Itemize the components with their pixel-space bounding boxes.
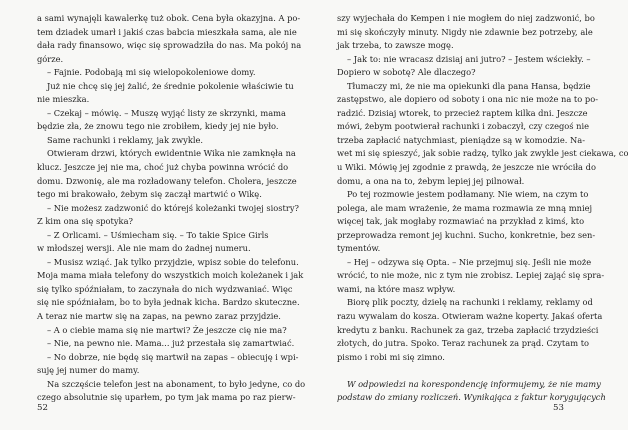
text-line: – Jak to: nie wracasz dzisiaj ani jutro? – Jestem wściekły. –	[347, 53, 591, 64]
text-line: u Wiki. Mówię jej zgodnie z prawdą, że jeszcze nie wróciła do	[337, 162, 596, 173]
text-line: Po tej rozmowie jestem podłamany. Nie wiem, na czym to	[347, 189, 589, 200]
text-line: wrócić, to nie może, nic z tym nie zrobisz. Lepiej zająć się spra-	[337, 270, 605, 281]
text-line: suję jej numer do mamy.	[37, 365, 140, 376]
text-line: trzeba zapłacić natychmiast, pieniądze są w komodzie. Na-	[337, 134, 586, 145]
text-line: razu wywalam do kosza. Otwieram ważne koperty. Jakaś oferta	[337, 311, 603, 322]
text-line: domu, a ona na to, żebym lepiej jej pilnował.	[337, 175, 525, 186]
left-page-text	[37, 12, 306, 405]
text-line: – Fajnie. Podobają mi się wielopokoleniowe domy.	[47, 67, 256, 78]
text-line: – Musisz wziąć. Jak tylko przyjdzie, wpisz sobie do telefonu.	[47, 256, 299, 267]
text-line: nie mieszka.	[37, 94, 90, 105]
text-line: mówi, żebym pootwierał rachunki i zobaczył, czy czegoś nie	[337, 121, 590, 132]
text-line: Otwieram drzwi, których ewidentnie Wika nie zamknęła na	[47, 148, 296, 159]
text-line: Dopiero w sobotę? Ale dlaczego?	[337, 67, 476, 78]
text-line: – Nie, na pewno nie. Mama... już przestała się zamartwiać.	[47, 338, 295, 349]
text-line: podstaw do zmiany rozliczeń. Wynikająca z faktur korygujących	[337, 392, 606, 403]
text-line: Na szczęście telefon jest na abonament, to było jedyne, co do	[47, 378, 306, 389]
text-line: więcej tak, jak mogłaby rozmawiać na przykład z kimś, kto	[337, 216, 585, 227]
text-line: Biorę plik poczty, dzielę na rachunki i reklamy, reklamy od	[347, 297, 593, 308]
text-line: a sami wynajęli kawalerkę tuż obok. Cena była okazyjna. A po-	[37, 13, 301, 23]
text-line: – A o ciebie mama się nie martwi? Że jeszcze cię nie ma?	[47, 324, 287, 335]
text-line: – Czekaj – mówię. – Muszę wyjąć listy ze skrzynki, mama	[47, 107, 286, 118]
text-line: czego absolutnie się uparłem, po tym jak mama po raz pierw-	[37, 392, 296, 403]
text-line: A teraz nie martw się na zapas, na pewno zaraz przyjdzie.	[37, 311, 281, 322]
text-line: się tylko spóźniałam, to zaczynała do nich wydzwaniać. Więc	[37, 283, 293, 294]
right-page-number: 53	[553, 403, 564, 413]
text-line: górze.	[37, 53, 64, 64]
text-line: Już nie chcę się jej żalić, że średnie pokolenie właściwie tu	[47, 80, 294, 91]
text-line: tem dziadek umarł i jakiś czas babcia mieszkała sama, ale nie	[37, 26, 297, 37]
text-line: Tłumaczy mi, że nie ma opiekunki dla pana Hansa, będzie	[347, 80, 591, 91]
text-line: polega, ale mam wrażenie, że mama rozmawia ze mną mniej	[337, 202, 593, 213]
text-line	[337, 364, 563, 378]
right-page	[337, 12, 628, 405]
text-line: jak trzeba, to zawsze mogę.	[337, 40, 454, 51]
text-line: złotych, do jutra. Spoko. Teraz rachunek za prąd. Czytam to	[337, 338, 590, 349]
text-line: – Nie możesz zadzwonić do którejś koleżanki twojej siostry?	[47, 202, 299, 213]
text-line: wet mi się spieszyć, jak sobie radzę, tylko jak zwykle jest ciekawa, co	[337, 148, 628, 159]
text-line: domu. Dzwonię, ale ma rozładowany telefon. Cholera, jeszcze	[37, 175, 297, 186]
text-line: – Z Orlicami. – Uśmiecham się. – To takie Spice Girls	[47, 229, 269, 240]
left-page-number: 52	[37, 403, 48, 413]
text-line: klucz. Jeszcze jej nie ma, choć już chyba powinna wrócić do	[37, 162, 289, 173]
text-line: tego mi brakowało, żebym się zaczął martwić o Wikę.	[37, 189, 262, 200]
text-line: pismo i robi mi się zimno.	[337, 351, 445, 362]
text-line: Moja mama miała telefony do wszystkich moich koleżanek i jak	[37, 270, 304, 281]
text-line: – Hej – odzywa się Opta. – Nie przejmuj się. Jeśli nie może	[347, 256, 592, 267]
text-line: – No dobrze, nie będę się martwił na zapas – obiecuję i wpi-	[47, 351, 299, 362]
text-line: mi się skończyły minuty. Nigdy nie zdawnie bez potrzeby, ale	[337, 26, 593, 37]
text-line: kredytu z banku. Rachunek za gaz, trzeba zapłacić trzydzieści	[337, 324, 599, 335]
text-line: wami, na które masz wpływ.	[337, 283, 456, 294]
text-line: W odpowiedzi na korespondencję informujemy, że nie mamy	[347, 378, 601, 389]
text-line: przeprowadza remont jej kuchni. Sucho, konkretnie, bez sen-	[337, 229, 596, 240]
text-line: szy wyjechała do Kempen i nie mogłem do niej zadzwonić, bo	[337, 13, 595, 23]
text-line: w młodszej wersji. Ale nie mam do żadnej numeru.	[37, 243, 251, 254]
text-line: zastępstwo, ale dopiero od soboty i ona nic nie może na to po-	[337, 94, 599, 105]
right-page-text	[337, 12, 628, 405]
text-line: Z kim ona się spotyka?	[37, 216, 133, 227]
left-page	[37, 12, 306, 405]
text-line: dała rady finansowo, więc się sprowadziła do nas. Ma pokój na	[37, 40, 302, 51]
text-line: się nie spóźniałam, bo to była jednak kicha. Bardzo skuteczne.	[37, 297, 300, 308]
text-line: tymentów.	[337, 243, 381, 254]
text-line: będzie zła, że znowu tego nie zrobiłem, kiedy jej nie było.	[37, 121, 279, 132]
text-line: radzić. Dzisiaj wtorek, to przecież raptem kilka dni. Jeszcze	[337, 107, 588, 118]
text-line: Same rachunki i reklamy, jak zwykle.	[47, 134, 204, 145]
